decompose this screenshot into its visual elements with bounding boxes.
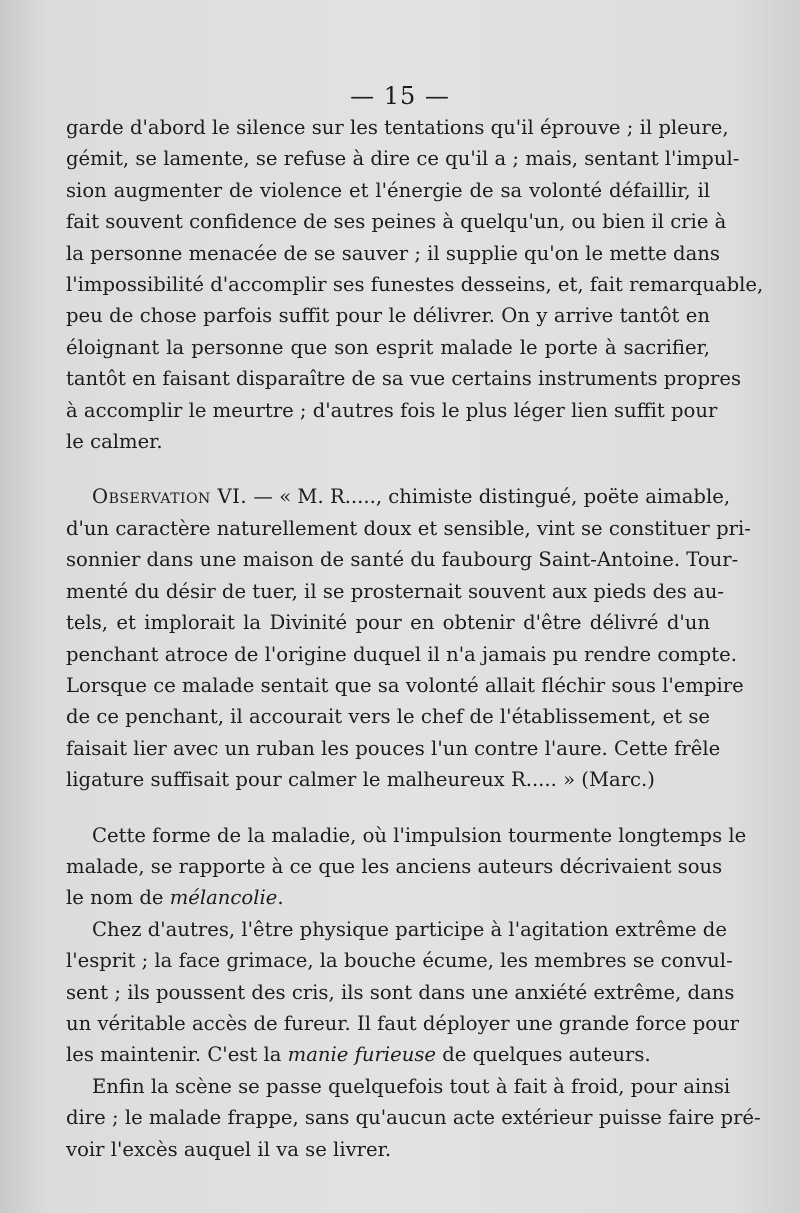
- text-line: tels, et implorait la Divinité pour en obtenir d'être délivré d'un: [66, 611, 710, 635]
- text-run: .: [277, 886, 284, 910]
- text-line: le calmer.: [66, 430, 163, 454]
- text-line: peu de chose parfois suffit pour le délivrer. On y arrive tantôt en: [66, 304, 710, 328]
- text-line: sion augmenter de violence et l'énergie de sa volonté défaillir, il: [66, 178, 710, 202]
- paragraph-5: [66, 1071, 761, 1165]
- text-line: gémit, se lamente, se refuse à dire ce qu'il a ; mais, sentant l'impul-: [66, 147, 740, 171]
- page-body: [66, 112, 764, 1165]
- text-line: la personne menacée de se sauver ; il supplie qu'on le mette dans: [66, 241, 720, 265]
- text-line: fait souvent confidence de ses peines à quelqu'un, ou bien il crie à: [66, 210, 727, 234]
- observation-first-line-text: — « M. R....., chimiste distingué, poëte aimable,: [247, 485, 731, 509]
- observation-label: Observation VI.: [92, 485, 248, 509]
- text-line: Cette forme de la maladie, où l'impulsion tourmente longtemps le: [92, 823, 747, 847]
- page-number: — 15 —: [350, 82, 450, 110]
- text-line: l'impossibilité d'accomplir ses funestes desseins, et, fait remarquable,: [66, 273, 764, 297]
- text-line: de ce penchant, il accourait vers le chef de l'établissement, et se: [66, 705, 710, 729]
- italic-term: mélancolie: [169, 886, 278, 910]
- text-run: de quelques auteurs.: [435, 1043, 651, 1067]
- observation-paragraph: [66, 481, 751, 795]
- text-line: sent ; ils poussent des cris, ils sont dans une anxiété extrême, dans: [66, 980, 735, 1004]
- text-line: penchant atroce de l'origine duquel il n'a jamais pu rendre compte.: [66, 642, 737, 666]
- paragraph-gap: [66, 457, 710, 481]
- text-line: [66, 882, 710, 913]
- text-line: d'un caractère naturellement doux et sensible, vint se constituer pri-: [66, 516, 751, 540]
- text-line: sonnier dans une maison de santé du faubourg Saint-Antoine. Tour-: [66, 548, 739, 572]
- paragraph-1: [66, 112, 764, 457]
- text-line: dire ; le malade frappe, sans qu'aucun acte extérieur puisse faire pré-: [66, 1106, 761, 1130]
- text-line: éloignant la personne que son esprit malade le porte à sacrifier,: [66, 335, 710, 359]
- italic-term: manie furieuse: [287, 1043, 436, 1067]
- text-line: Enfin la scène se passe quelquefois tout à fait à froid, pour ainsi: [92, 1074, 731, 1098]
- paragraph-gap: [66, 796, 710, 820]
- text-line: voir l'excès auquel il va se livrer.: [66, 1137, 392, 1161]
- text-line: garde d'abord le silence sur les tentations qu'il éprouve ; il pleure,: [66, 116, 729, 139]
- text-line: ligature suffisait pour calmer le malheureux R..... » (Marc.): [66, 768, 655, 792]
- text-line: Chez d'autres, l'être physique participe à l'agitation extrême de: [92, 917, 727, 941]
- text-line: menté du désir de tuer, il se prosternait souvent aux pieds des au-: [66, 579, 724, 603]
- paragraph-4: [66, 914, 740, 1071]
- text-line: l'esprit ; la face grimace, la bouche écume, les membres se convul-: [66, 949, 733, 973]
- text-line: malade, se rapporte à ce que les anciens auteurs décrivaient sous: [66, 854, 723, 878]
- paragraph-3: [66, 820, 747, 914]
- observation-first-line: [66, 481, 731, 512]
- text-line: [66, 1039, 710, 1070]
- text-line: Lorsque ce malade sentait que sa volonté allait fléchir sous l'empire: [66, 673, 744, 697]
- text-line: faisait lier avec un ruban les pouces l'un contre l'aure. Cette frêle: [66, 736, 721, 760]
- text-line: à accomplir le meurtre ; d'autres fois le plus léger lien suffit pour: [66, 398, 718, 422]
- text-run: les maintenir. C'est la: [66, 1043, 288, 1067]
- text-line: un véritable accès de fureur. Il faut déployer une grande force pour: [66, 1011, 740, 1035]
- text-line: tantôt en faisant disparaître de sa vue certains instruments propres: [66, 367, 742, 391]
- text-run: le nom de: [66, 886, 170, 910]
